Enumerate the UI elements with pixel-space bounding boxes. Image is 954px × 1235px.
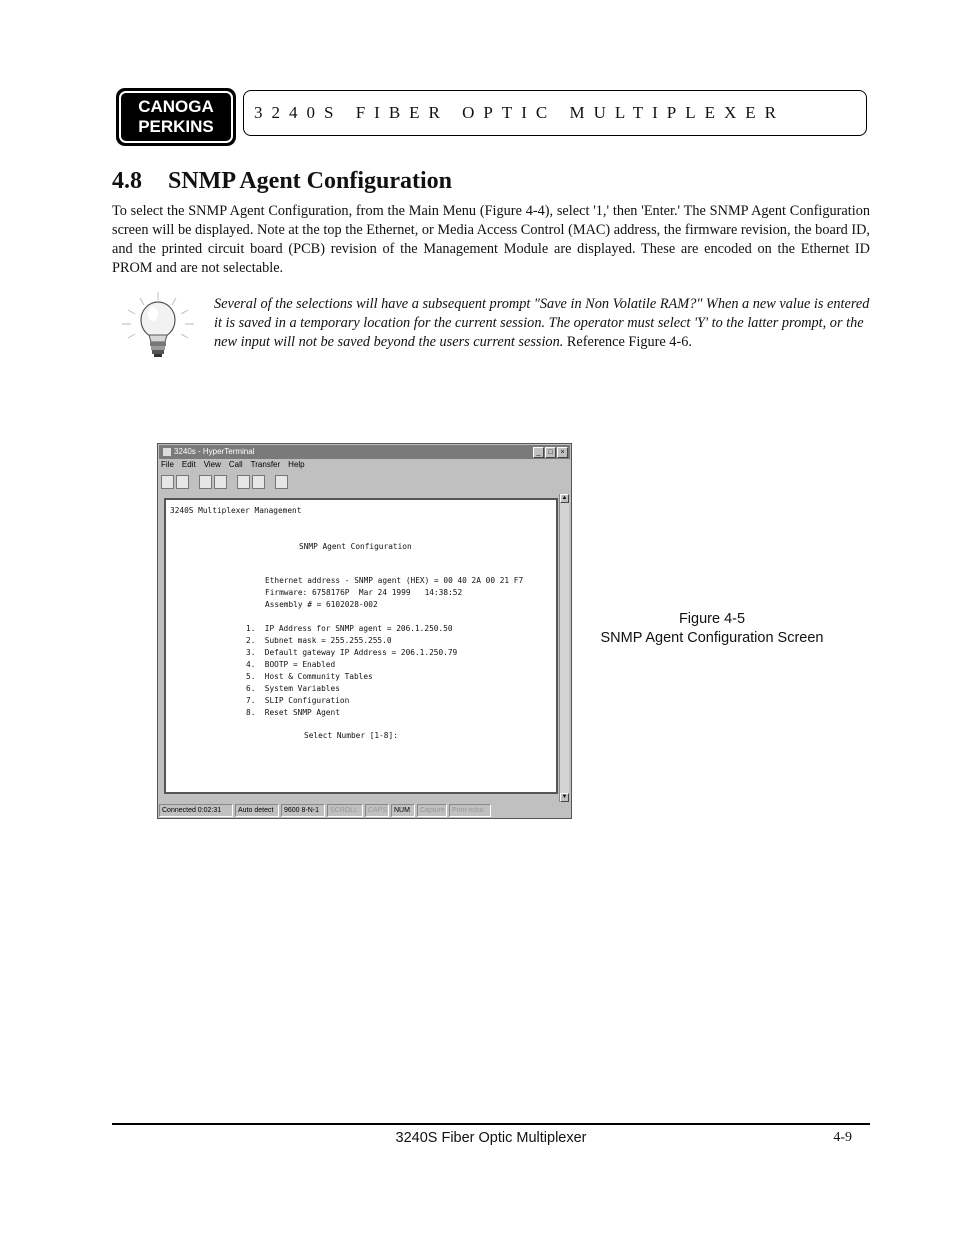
status-bar [159,803,570,817]
menu-help[interactable]: Help [288,460,305,469]
scroll-up-icon[interactable]: ▲ [561,495,568,501]
terminal-screen[interactable] [164,498,558,794]
figure-label: Figure 4-5 [678,611,746,627]
note-reference-text: Reference Figure 4-6. [563,334,692,350]
status-print-echo: Print echo [449,804,491,817]
menu-view[interactable]: View [203,460,221,469]
note-italic-text: Several of the selections will have a subsequent prompt "Save in Non Volatile RAM?" When a new value is entered it is saved in a temporary location for the current session. The operator must select 'Y' to the latter prompt, or the new input will not be saved beyond the users current session. [214,296,870,350]
receive-icon[interactable] [252,475,265,489]
connect-icon[interactable] [199,475,212,489]
logo-line-2: PERKINS [138,117,214,136]
footer-rule [112,1123,870,1125]
menu-bar [161,460,305,472]
terminal-heading: 3240S Multiplexer Management [170,506,302,515]
section-title: SNMP Agent Configuration [168,168,453,194]
status-connected: Connected 0:02:31 [159,804,233,817]
status-num: NUM [391,804,415,817]
section-number: 4.8 [112,168,142,194]
header-banner [243,90,867,136]
canoga-perkins-logo [116,88,236,146]
menu-call[interactable]: Call [228,460,243,469]
menu-option-2: 2. Subnet mask = 255.255.255.0 [246,636,392,645]
scroll-down-icon[interactable]: ▼ [561,794,568,800]
menu-option-8: 8. Reset SNMP Agent [246,708,340,717]
intro-paragraph: To select the SNMP Agent Configuration, from the Main Menu (Figure 4-4), select '1,' then 'Enter.' The SNMP Agent Configuration screen will be displayed. Note at the top the Ethernet, or Media Access Control (MAC) address, the firmware revision, the board ID, and the printed circuit board (PCB) revision of the Management Module are displayed. These are encoded on the Ethernet ID PROM and are not selectable. [112,203,870,276]
status-scroll: SCROLL [327,804,363,817]
hyperterminal-window [157,443,572,819]
status-detect: Auto detect [235,804,279,817]
menu-option-6: 6. System Variables [246,684,340,693]
note-paragraph [214,295,870,352]
new-connection-icon[interactable] [161,475,174,489]
menu-option-1: 1. IP Address for SNMP agent = 206.1.250.50 [246,624,453,633]
status-capture: Capture [417,804,447,817]
window-titlebar[interactable] [159,445,570,459]
menu-edit[interactable]: Edit [181,460,196,469]
toolbar [161,475,288,491]
ethernet-address: Ethernet address - SNMP agent (HEX) = 00 40 2A 00 21 F7 [265,576,524,585]
select-prompt: Select Number [1-8]: [304,731,398,740]
disconnect-icon[interactable] [214,475,227,489]
menu-option-7: 7. SLIP Configuration [246,696,350,705]
terminal-screen-title: SNMP Agent Configuration [299,542,412,551]
menu-option-3: 3. Default gateway IP Address = 206.1.250.79 [246,648,458,657]
minimize-button[interactable]: _ [533,447,544,458]
status-caps: CAPS [365,804,389,817]
maximize-button[interactable]: □ [545,447,556,458]
logo-line-1: CANOGA [138,97,214,116]
app-icon [163,448,171,456]
close-button[interactable]: × [557,447,568,458]
page-number: 4-9 [833,1130,852,1145]
lightbulb-icon [118,290,198,362]
section-heading [112,168,452,195]
footer-title: 3240S Fiber Optic Multiplexer [395,1130,587,1146]
figure-title: SNMP Agent Configuration Screen [600,630,824,646]
open-icon[interactable] [176,475,189,489]
menu-file[interactable]: File [161,460,174,469]
send-icon[interactable] [237,475,250,489]
vertical-scrollbar[interactable] [559,494,569,802]
properties-icon[interactable] [275,475,288,489]
firmware-line: Firmware: 6758176P Mar 24 1999 14:38:52 [265,588,463,597]
figure-caption [590,610,834,648]
window-controls [533,447,568,458]
header-title: 3240S FIBER OPTIC MULTIPLEXER [254,103,785,122]
assembly-line: Assembly # = 6102028-002 [265,600,378,609]
menu-option-5: 5. Host & Community Tables [246,672,373,681]
menu-option-4: 4. BOOTP = Enabled [246,660,336,669]
logo-frame [119,91,233,143]
window-title: 3240s - HyperTerminal [174,447,255,456]
menu-transfer[interactable]: Transfer [250,460,281,469]
status-baud: 9600 8-N-1 [281,804,325,817]
